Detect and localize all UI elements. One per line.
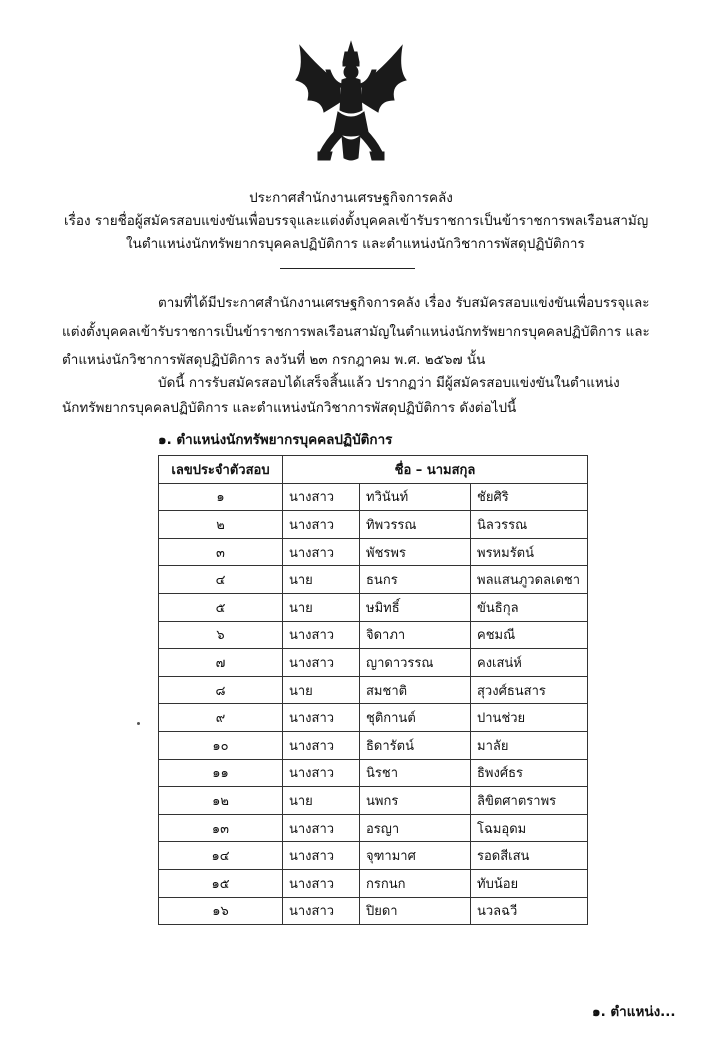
- last-name-cell: นิลวรรณ: [471, 511, 588, 539]
- last-name-cell: พรหมรัตน์: [471, 538, 588, 566]
- exam-id-cell: ๑๑: [159, 759, 283, 787]
- last-name-cell: คชมณี: [471, 621, 588, 649]
- title-cell: นางสาว: [283, 704, 360, 732]
- scan-speck: [137, 722, 140, 725]
- first-name-cell: จุฑามาศ: [360, 842, 471, 870]
- table-row: [159, 621, 588, 649]
- table-row: [159, 566, 588, 594]
- title-cell: นางสาว: [283, 759, 360, 787]
- exam-id-cell: ๘: [159, 676, 283, 704]
- exam-id-cell: ๒: [159, 511, 283, 539]
- candidate-table-body: [159, 483, 588, 925]
- last-name-cell: รอดสีเสน: [471, 842, 588, 870]
- table-row: [159, 676, 588, 704]
- table-row: [159, 649, 588, 677]
- first-name-cell: จิดาภา: [360, 621, 471, 649]
- last-name-cell: ลิขิตศาตราพร: [471, 787, 588, 815]
- first-name-cell: ทวินันท์: [360, 483, 471, 511]
- table-row: [159, 759, 588, 787]
- first-name-cell: ษมิทธิ์: [360, 593, 471, 621]
- title-cell: นางสาว: [283, 814, 360, 842]
- first-name-cell: นิรชา: [360, 759, 471, 787]
- title-cell: นางสาว: [283, 483, 360, 511]
- table-row: [159, 511, 588, 539]
- exam-id-cell: ๑๓: [159, 814, 283, 842]
- title-cell: นางสาว: [283, 511, 360, 539]
- first-name-cell: ชุติกานต์: [360, 704, 471, 732]
- last-name-cell: คงเสน่ห์: [471, 649, 588, 677]
- last-name-cell: ขันธิกุล: [471, 593, 588, 621]
- last-name-cell: โฉมอุดม: [471, 814, 588, 842]
- last-name-cell: ปานช่วย: [471, 704, 588, 732]
- last-name-cell: ธิพงศ์ธร: [471, 759, 588, 787]
- garuda-emblem-icon: [290, 40, 412, 165]
- last-name-cell: นวลฉวี: [471, 897, 588, 925]
- exam-id-cell: ๗: [159, 649, 283, 677]
- exam-id-cell: ๕: [159, 593, 283, 621]
- title-cell: นาย: [283, 676, 360, 704]
- last-name-cell: สุวงศ์ธนสาร: [471, 676, 588, 704]
- exam-id-cell: ๙: [159, 704, 283, 732]
- page-continuation: ๑. ตำแหน่ง...: [592, 1004, 676, 1020]
- last-name-cell: ทับน้อย: [471, 869, 588, 897]
- document-title: ประกาศสำนักงานเศรษฐกิจการคลัง: [249, 190, 453, 206]
- table-row: [159, 869, 588, 897]
- first-name-cell: ญาดาวรรณ: [360, 649, 471, 677]
- exam-id-cell: ๑๔: [159, 842, 283, 870]
- table-row: [159, 593, 588, 621]
- exam-id-cell: ๑๒: [159, 787, 283, 815]
- last-name-cell: ชัยศิริ: [471, 483, 588, 511]
- table-row: [159, 704, 588, 732]
- table-row: [159, 814, 588, 842]
- title-cell: นาย: [283, 787, 360, 815]
- title-cell: นางสาว: [283, 649, 360, 677]
- exam-id-cell: ๑๖: [159, 897, 283, 925]
- last-name-cell: พลแสนภูวดลเดชา: [471, 566, 588, 594]
- title-cell: นางสาว: [283, 538, 360, 566]
- column-header-name: ชื่อ – นามสกุล: [283, 456, 588, 484]
- section-1-heading: ๑. ตำแหน่งนักทรัพยากรบุคคลปฏิบัติการ: [158, 432, 393, 448]
- title-cell: นาย: [283, 566, 360, 594]
- document-subject-line-2: ในตำแหน่งนักทรัพยากรบุคคลปฏิบัติการ และตำแหน่งนักวิชาการพัสดุปฏิบัติการ: [126, 236, 585, 252]
- first-name-cell: นพกร: [360, 787, 471, 815]
- candidate-table: [158, 455, 588, 925]
- exam-id-cell: ๖: [159, 621, 283, 649]
- table-row: [159, 787, 588, 815]
- exam-id-cell: ๔: [159, 566, 283, 594]
- table-row: [159, 842, 588, 870]
- title-cell: นาย: [283, 593, 360, 621]
- first-name-cell: ธิดารัตน์: [360, 731, 471, 759]
- first-name-cell: พัชรพร: [360, 538, 471, 566]
- paragraph-2-line-2: นักทรัพยากรบุคคลปฏิบัติการ และตำแหน่งนักวิชาการพัสดุปฏิบัติการ ดังต่อไปนี้: [62, 400, 517, 416]
- table-row: [159, 897, 588, 925]
- first-name-cell: ปิยดา: [360, 897, 471, 925]
- paragraph-1-line-3: ตำแหน่งนักวิชาการพัสดุปฏิบัติการ ลงวันที่ ๒๓ กรกฎาคม พ.ศ. ๒๕๖๗ นั้น: [62, 352, 486, 368]
- exam-id-cell: ๑: [159, 483, 283, 511]
- title-divider: [280, 268, 415, 269]
- document-subject-line-1: เรื่อง รายชื่อผู้สมัครสอบแข่งขันเพื่อบรรจุและแต่งตั้งบุคคลเข้ารับราชการเป็นข้าราชการพลเรือนสามัญ: [64, 213, 649, 229]
- last-name-cell: มาลัย: [471, 731, 588, 759]
- table-row: [159, 483, 588, 511]
- title-cell: นางสาว: [283, 897, 360, 925]
- exam-id-cell: ๑๐: [159, 731, 283, 759]
- title-cell: นางสาว: [283, 621, 360, 649]
- first-name-cell: ธนกร: [360, 566, 471, 594]
- paragraph-2-line-1: บัดนี้ การรับสมัครสอบได้เสร็จสิ้นแล้ว ปรากฏว่า มีผู้สมัครสอบแข่งขันในตำแหน่ง: [158, 375, 620, 391]
- table-row: [159, 538, 588, 566]
- first-name-cell: สมชาติ: [360, 676, 471, 704]
- title-cell: นางสาว: [283, 842, 360, 870]
- title-cell: นางสาว: [283, 731, 360, 759]
- exam-id-cell: ๓: [159, 538, 283, 566]
- table-header-row: [159, 456, 588, 484]
- paragraph-1-line-2: แต่งตั้งบุคคลเข้ารับราชการเป็นข้าราชการพลเรือนสามัญในตำแหน่งนักทรัพยากรบุคคลปฏิบัติการ และ: [62, 324, 650, 340]
- paragraph-1-line-1: ตามที่ได้มีประกาศสำนักงานเศรษฐกิจการคลัง เรื่อง รับสมัครสอบแข่งขันเพื่อบรรจุและ: [158, 295, 650, 311]
- title-cell: นางสาว: [283, 869, 360, 897]
- first-name-cell: กรกนก: [360, 869, 471, 897]
- first-name-cell: ทิพวรรณ: [360, 511, 471, 539]
- first-name-cell: อรญา: [360, 814, 471, 842]
- table-row: [159, 731, 588, 759]
- column-header-exam-id: เลขประจำตัวสอบ: [159, 456, 283, 484]
- exam-id-cell: ๑๕: [159, 869, 283, 897]
